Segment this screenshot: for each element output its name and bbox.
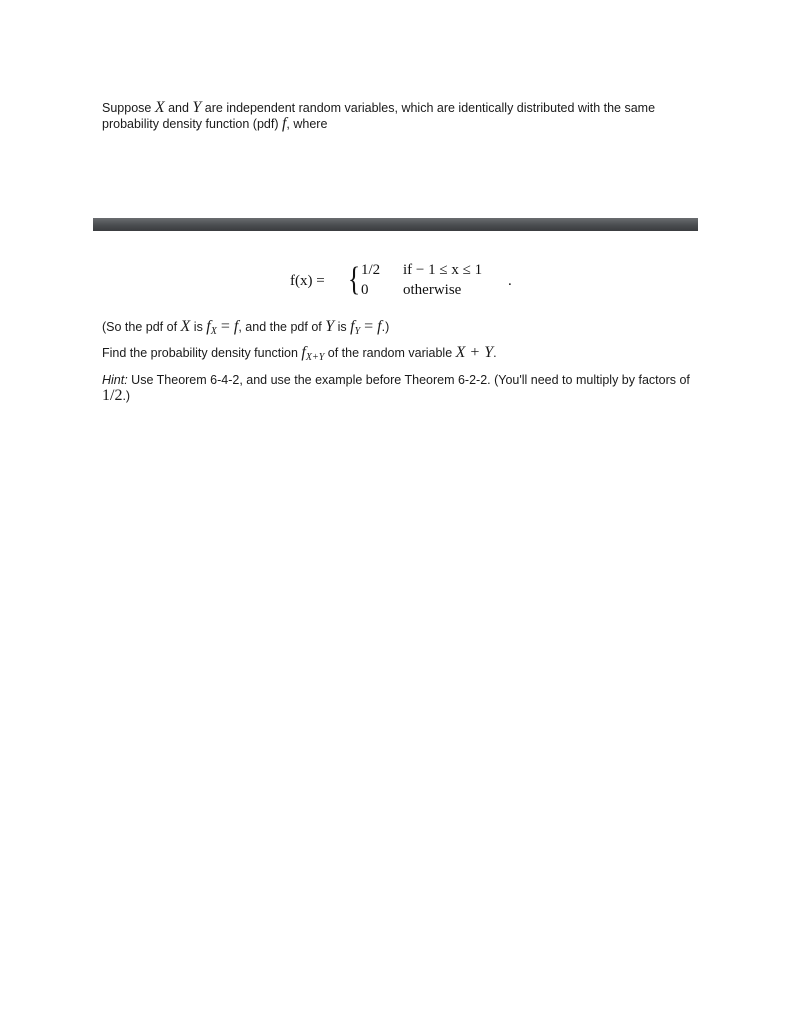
intro-text-4: , where [286,117,328,131]
subscript-x-plus-y: X+Y [305,352,325,363]
expr-x-plus-y: X + Y [455,344,494,361]
note-text-1: (So the pdf of [102,320,181,334]
divider-bar [93,218,698,231]
hint-text-2: .) [122,389,131,403]
var-f: f [281,115,287,132]
var-f: f [350,318,355,335]
var-f: f [301,344,306,361]
intro-paragraph [102,100,702,132]
note-text-3: , and the pdf of [238,320,326,334]
note-paragraph [102,319,702,337]
equation-brace: { [348,261,361,298]
var-x: X [180,318,191,335]
equation-period: . [508,273,512,289]
hint-label: Hint: [102,373,128,387]
var-y: Y [192,99,202,116]
pdf-equation [290,262,530,302]
hint-text-1: Use Theorem 6-4-2, and use the example before Theorem 6-2-2. (You'll need to multiply by factors of [127,373,690,387]
var-y: Y [325,318,335,335]
note-text-2: is [190,320,207,334]
intro-text-3: are independent random variables, which are identically distributed with the same probability density function (pdf) [102,101,656,131]
task-text-3: . [493,346,497,360]
task-text-1: Find the probability density function [102,346,302,360]
task-text-2: of the random variable [324,346,456,360]
var-f: f [377,318,382,335]
task-paragraph [102,345,702,363]
var-x: X [154,99,165,116]
equation-condition-1: if − 1 ≤ x ≤ 1 [403,262,483,278]
equation-value-1: 1/2 [361,262,381,278]
intro-text-1: Suppose [102,101,155,115]
var-f: f [206,318,211,335]
note-text-5: .) [381,320,390,334]
subscript-x: X [210,326,217,337]
hint-paragraph [102,372,702,404]
note-text-4: is [334,320,351,334]
equation-value-2: 0 [361,282,369,298]
equals-sign: = [360,318,378,335]
intro-text-2: and [164,101,193,115]
subscript-y: Y [354,326,361,337]
equation-lhs: f(x) = [290,273,325,289]
fraction-one-half: 1/2 [102,387,123,404]
equation-condition-2: otherwise [403,282,462,298]
equals-sign: = [216,318,234,335]
var-f: f [233,318,239,335]
